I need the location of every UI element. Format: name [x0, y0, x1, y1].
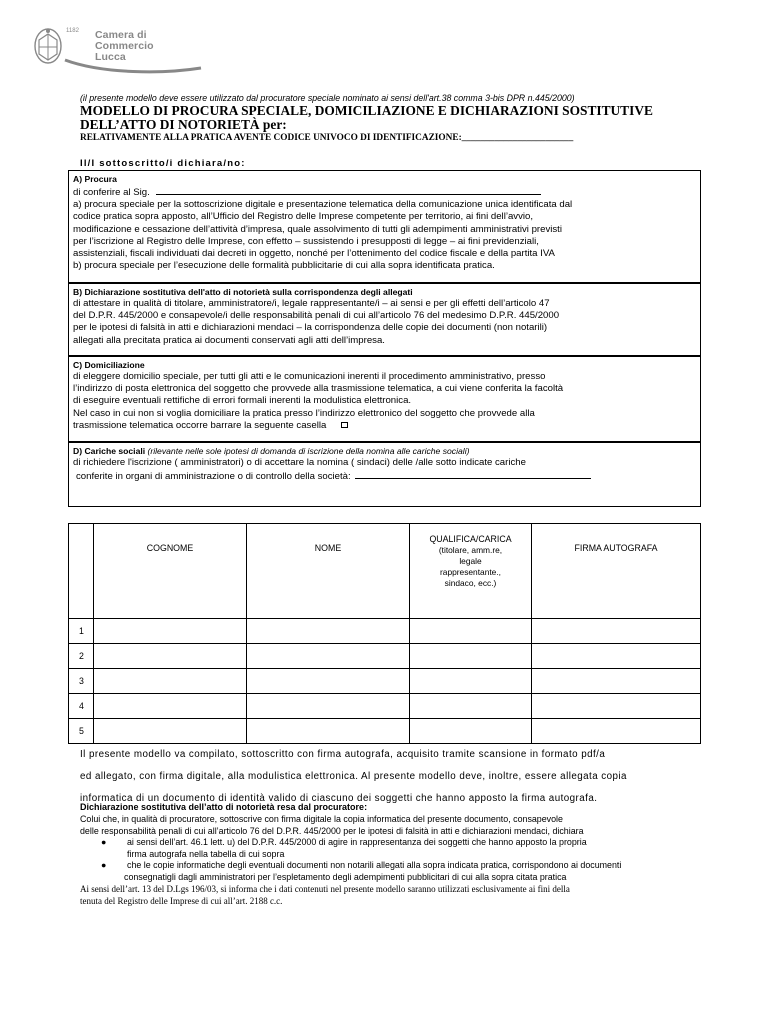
declaration-line: Colui che, in qualità di procuratore, sottoscrive con firma digitale la copia informatica del presente documento, consapevole	[80, 814, 563, 824]
bullet-text-continued: firma autografa nella tabella di cui sopra	[127, 848, 285, 859]
bullet-text-continued: consegnatigli dagli amministratori per l’espletamento degli adempimenti pubblicitari di cui alla sopra citata pratica	[124, 871, 567, 882]
privacy-line: tenuta del Registro delle Imprese di cui all’art. 2188 c.c.	[80, 895, 283, 906]
firma-cell[interactable]	[532, 644, 701, 669]
section-c-line: di eleggere domicilio speciale, per tutti gli atti e le comunicazioni inerenti il procedimento amministrativo, presso	[73, 371, 546, 382]
col-header-cognome: COGNOME	[94, 524, 247, 619]
intro-note: (il presente modello deve essere utilizzato dal procuratore speciale nominato ai sensi dell'art.38 comma 3-bis DPR n.445/2000)	[80, 93, 575, 103]
undersigned-label: Il/I sottoscritto/i dichiara/no:	[80, 158, 246, 169]
section-c-line: di eseguire eventuali rettifiche di errori formali inerenti la modulistica elettronica.	[73, 395, 412, 407]
declaration-heading: Dichiarazione sostitutiva dell’atto di notorietà resa dal procuratore:	[80, 802, 368, 812]
opt-out-checkbox[interactable]	[341, 422, 348, 428]
row-number: 1	[69, 619, 94, 644]
col-header-qualifica-note: (titolare, amm.re,	[438, 545, 503, 555]
bullet-text: che le copie informatiche degli eventuali documenti non notarili allegati alla sopra indicata pratica, corrispondono ai documenti	[127, 860, 622, 870]
instructions-line: informatica di un documento di identità valido di ciascuno dei soggetti che hanno apposto la firma autografa.	[80, 793, 598, 804]
col-header-qualifica-title: QUALIFICA/CARICA	[429, 534, 512, 544]
section-c-checkbox-line	[73, 420, 696, 432]
section-b-heading: B) Dichiarazione sostitutiva dell'atto di notorietà sulla corrispondenza degli allegati	[73, 287, 413, 297]
declaration-bullet	[80, 860, 700, 872]
practice-code-field[interactable]: RELATIVAMENTE ALLA PRATICA AVENTE CODICE UNIVOCO DI IDENTIFICAZIONE:________________________	[80, 133, 574, 143]
company-field[interactable]	[355, 469, 591, 479]
row-number: 5	[69, 719, 94, 744]
cognome-cell[interactable]	[94, 719, 247, 744]
bullet-icon: ●	[101, 860, 107, 870]
qualifica-cell[interactable]	[410, 719, 532, 744]
table-row	[69, 719, 701, 744]
chamber-emblem-icon	[33, 26, 63, 66]
section-c-line: Nel caso in cui non si voglia domiciliare la pratica presso l’indirizzo elettronico del soggetto che provvede alla	[73, 407, 535, 419]
section-b-line: per le ipotesi di falsità in atti e dichiarazioni mendaci – la corrispondenza delle copie dei documenti (non notarili)	[73, 322, 548, 334]
instructions-line: Il presente modello va compilato, sottoscritto con firma autografa, acquisito tramite scansione in formato pdf/a	[80, 749, 606, 760]
col-header-qualifica-note: sindaco, ecc.)	[444, 578, 497, 588]
cognome-cell[interactable]	[94, 694, 247, 719]
section-a-line: per l’iscrizione al Registro delle Imprese, con effetto – sussistendo i presupposti di legge – ai fini previdenziali,	[73, 235, 539, 247]
col-header-firma: FIRMA AUTOGRAFA	[532, 524, 701, 619]
nome-cell[interactable]	[247, 719, 410, 744]
col-header-qualifica-note: rappresentante.,	[440, 567, 501, 577]
table-row	[69, 669, 701, 694]
firma-cell[interactable]	[532, 719, 701, 744]
qualifica-cell[interactable]	[410, 644, 532, 669]
row-number: 2	[69, 644, 94, 669]
table-header-row	[69, 524, 701, 619]
row-number: 3	[69, 669, 94, 694]
section-d-line: di richiedere l'iscrizione ( amministratori) o di accettare la nomina ( sindaci) delle /alle sotto indicate cariche	[73, 457, 526, 468]
section-d-line-2: conferite in organi di amministrazione o di controllo della società:	[76, 471, 351, 483]
section-a-grantee-line	[73, 185, 696, 199]
section-a-line: modificazione e cessazione dell’attività d’impresa, quale assolvimento di tutti gli adempimenti amministrativi previsti	[73, 223, 562, 235]
table-header-index	[69, 524, 94, 619]
col-header-qualifica-note: legale	[459, 556, 482, 566]
section-a-line: b) procura speciale per l’esecuzione delle formalità pubblicitarie di cui alla sopra identificata pratica.	[73, 260, 495, 272]
table-row	[69, 644, 701, 669]
section-a-line: a) procura speciale per la sottoscrizione digitale e presentazione telematica della comunicazione unica identificata dal	[73, 199, 573, 211]
roles-table	[68, 523, 701, 744]
row-number: 4	[69, 694, 94, 719]
bullet-icon: ●	[101, 837, 107, 847]
nome-cell[interactable]	[247, 619, 410, 644]
logo-year: 1182	[66, 28, 79, 34]
section-a-line: codice pratica sopra apposto, all’Ufficio del Registro delle Imprese competente per territorio, ai fini dell’avvio,	[73, 211, 534, 223]
section-b-line: del D.P.R. 445/2000 e consapevole/i delle responsabilità penali di cui all’articolo 76 del medesimo D.P.R. 445/2000	[73, 310, 560, 322]
form-title	[80, 104, 653, 132]
cognome-cell[interactable]	[94, 619, 247, 644]
nome-cell[interactable]	[247, 694, 410, 719]
col-header-qualifica	[410, 524, 532, 619]
logo-swoosh-icon	[63, 56, 203, 74]
form-title-line-1: MODELLO DI PROCURA SPECIALE, DOMICILIAZIONE E DICHIARAZIONI SOSTITUTIVE	[80, 103, 653, 118]
col-header-nome: NOME	[247, 524, 410, 619]
section-d-heading-line	[73, 446, 696, 457]
declaration-line: delle responsabilità penali di cui all’articolo 76 del D.P.R. 445/2000 per le ipotesi di falsità in atti e dichiarazioni mendaci, dichiara	[80, 825, 584, 836]
chamber-logo	[33, 26, 203, 74]
section-d-heading-note: (rilevante nelle sole ipotesi di domanda di iscrizione della nomina alle cariche sociali)	[147, 446, 470, 456]
section-a-heading: A) Procura	[73, 174, 117, 184]
firma-cell[interactable]	[532, 694, 701, 719]
table-row	[69, 694, 701, 719]
nome-cell[interactable]	[247, 644, 410, 669]
section-a-grantee-label: di conferire al Sig.	[73, 187, 150, 198]
cognome-cell[interactable]	[94, 644, 247, 669]
cognome-cell[interactable]	[94, 669, 247, 694]
bullet-text: ai sensi dell’art. 46.1 lett. u) del D.P.R. 445/2000 di agire in rappresentanza dei soggetti che hanno apposto la propria	[127, 837, 587, 847]
section-a-procura	[68, 170, 701, 283]
table-row	[69, 619, 701, 644]
declaration-bullet	[80, 837, 700, 849]
form-title-line-2: DELL’ATTO DI NOTORIETÀ per:	[80, 117, 287, 132]
section-c-heading: C) Domiciliazione	[73, 360, 145, 370]
nome-cell[interactable]	[247, 669, 410, 694]
section-d-roles	[68, 442, 701, 507]
instructions-paragraph	[80, 744, 700, 810]
section-d-heading: D) Cariche sociali	[73, 446, 146, 456]
firma-cell[interactable]	[532, 619, 701, 644]
logo-line-1: Camera di Commercio	[95, 29, 154, 52]
instructions-line: ed allegato, con firma digitale, alla modulistica elettronica. Al presente modello deve, inoltre, essere allegata copia	[80, 771, 627, 782]
firma-cell[interactable]	[532, 669, 701, 694]
grantee-name-field[interactable]	[156, 185, 541, 195]
logo-line-2: Lucca	[95, 51, 126, 63]
qualifica-cell[interactable]	[410, 619, 532, 644]
declaration-body	[80, 814, 700, 883]
section-c-line: l’indirizzo di posta elettronica del soggetto che provvede alla trasmissione telematica, a cui viene conferita la facoltà	[73, 383, 564, 395]
privacy-notice	[80, 884, 570, 907]
section-b-line: di attestare in qualità di titolare, amministratore/i, legale rappresentante/i – ai sensi e per gli effetti dell’articolo 47	[73, 298, 550, 309]
section-a-line: assistenziali, fiscali individuati dai decreti in oggetto, nonché per l’ottenimento del codice fiscale e della partita IVA	[73, 248, 555, 260]
section-b-declaration	[68, 283, 701, 356]
qualifica-cell[interactable]	[410, 669, 532, 694]
section-c-domiciliation	[68, 356, 701, 442]
section-c-last-line: trasmissione telematica occorre barrare la seguente casella	[73, 419, 327, 431]
qualifica-cell[interactable]	[410, 694, 532, 719]
section-d-company-line	[73, 469, 696, 483]
privacy-line: Ai sensi dell’art. 13 del D.Lgs 196/03, si informa che i dati contenuti nel presente modello saranno utilizzati esclusivamente ai fini della	[80, 884, 570, 894]
section-b-line: allegati alla precitata pratica ai documenti conservati agli atti dell’impresa.	[73, 334, 385, 346]
